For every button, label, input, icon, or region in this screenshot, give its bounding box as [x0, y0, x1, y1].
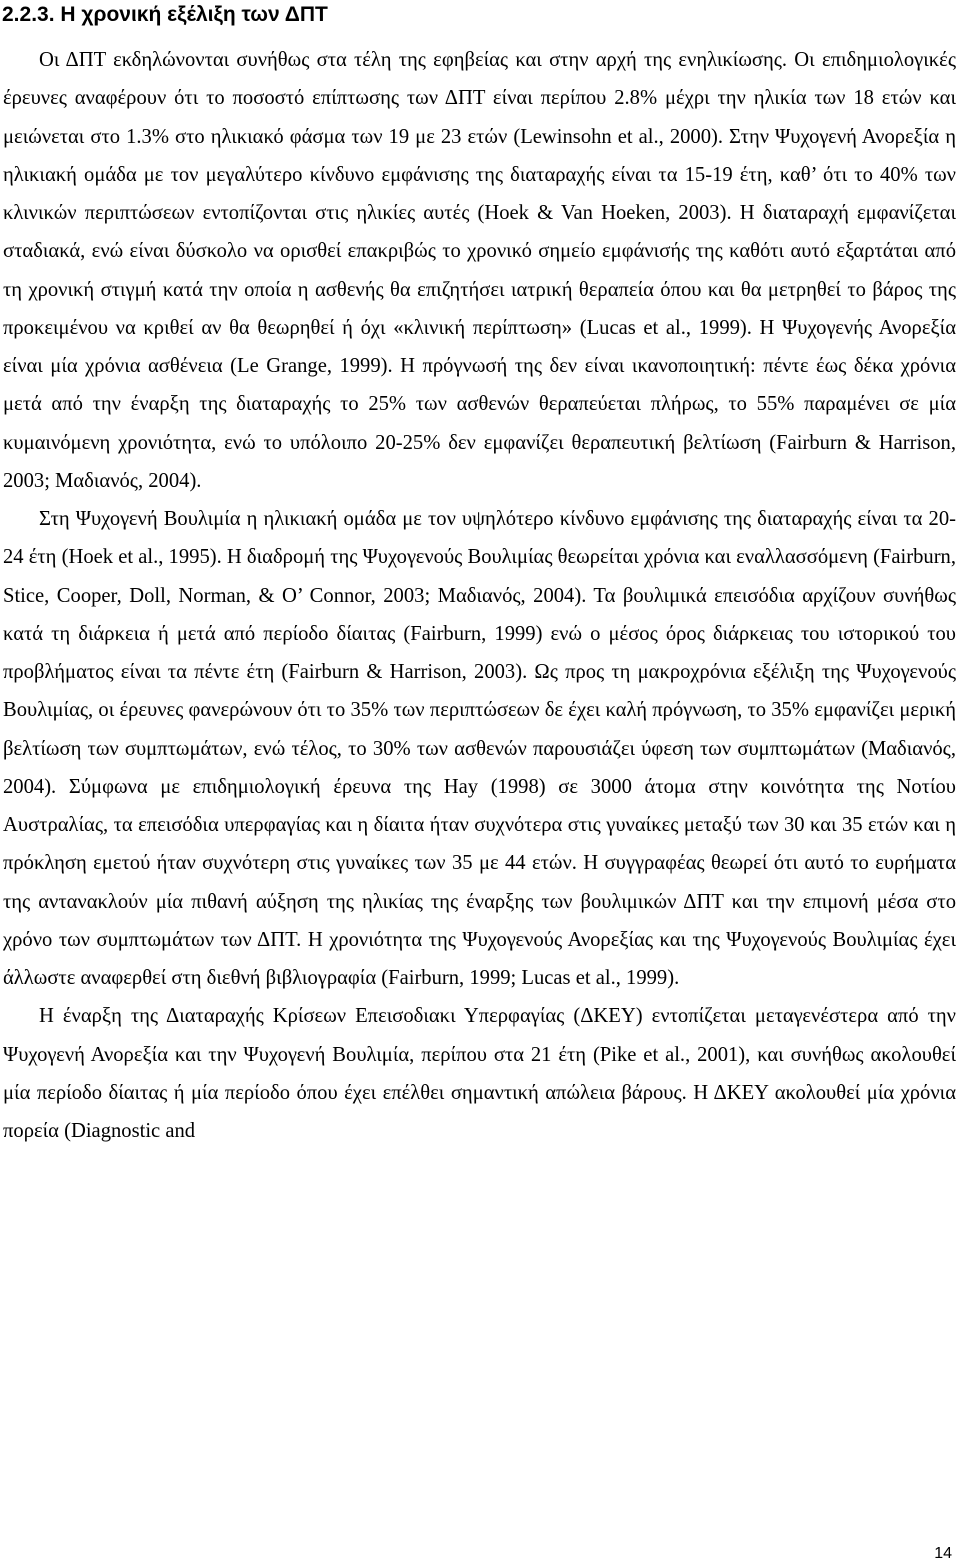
paragraph-2: Στη Ψυχογενή Βουλιμία η ηλικιακή ομάδα με τον υψηλότερο κίνδυνο εμφάνισης της διαταραχής είναι τα 20-24 έτη (Hoek et al., 1995). Η διαδρομή της Ψυχογενούς Βουλιμίας θεωρείται χρόνια και εναλλασσόμενη (Fairburn, Stice, Cooper, Doll, Norman, & O’ Connor, 2003; Μαδιανός, 2004). Τα βουλιμικά επεισόδια αρχίζουν συνήθως κατά τη διάρκεια ή μετά από περίοδο δίαιτας (Fairburn, 1999) ενώ ο μέσος όρος διάρκειας του ιστορικού του προβλήματος είναι τα πέντε έτη (Fairburn & Harrison, 2003). Ως προς τη μακροχρόνια εξέλιξη της Ψυχογενούς Βουλιμίας, οι έρευνες φανερώνουν ότι το 35% των περιπτώσεων δε έχει καλή πρόγνωση, το 35% εμφανίζει μερική βελτίωση των συμπτωμάτων, ενώ τέλος, το 30% των ασθενών παρουσιάζει ύφεση των συμπτωμάτων (Μαδιανός, 2004). Σύμφωνα με επιδημιολογική έρευνα της Hay (1998) σε 3000 άτομα στην κοινότητα της Νοτίου Αυστραλίας, τα επεισόδια υπερφαγίας και η δίαιτα ήταν συχνότερα στις γυναίκες μεταξύ των 30 και 35 ετών και η πρόκληση εμετού ήταν συχνότερη στις γυναίκες των 35 με 44 ετών. Η συγγραφέας θεωρεί ότι αυτό το ευρήματα της αντανακλούν μία πιθανή αύξηση της ηλικίας της έναρξης των βουλιμικών ΔΠΤ και την επιμονή μέσα στο χρόνο των συμπτωμάτων των ΔΠΤ. Η χρονιότητα της Ψυχογενούς Ανορεξίας και της Ψυχογενούς Βουλιμίας έχει άλλωστε αναφερθεί στη διεθνή βιβλιογραφία (Fairburn, 1999; Lucas et al., 1999).: [3, 508, 956, 989]
section-heading: 2.2.3. Η χρονική εξέλιξη των ΔΠΤ: [2, 3, 328, 26]
page-number: 14: [934, 1545, 952, 1562]
paragraph-3: Η έναρξη της Διαταραχής Κρίσεων Επεισοδιακι Υπερφαγίας (ΔΚΕΥ) εντοπίζεται μεταγενέστερα από την Ψυχογενή Ανορεξία και την Ψυχογενή Βουλιμία, περίπου στα 21 έτη (Pike et al., 2001), και συνήθως ακολουθεί μία περίοδο δίαιτας ή μία περίοδο όπου έχει επέλθει σημαντική απώλεια βάρους. Η ΔΚΕΥ ακολουθεί μία χρόνια πορεία (Diagnostic and: [3, 1005, 956, 1142]
body-text: [3, 41, 956, 1150]
paragraph-1: Οι ΔΠΤ εκδηλώνονται συνήθως στα τέλη της εφηβείας και στην αρχή της ενηλικίωσης. Οι επιδημιολογικές έρευνες αναφέρουν ότι το ποσοστό επίπτωσης των ΔΠΤ είναι περίπου 2.8% μέχρι την ηλικία των 18 ετών και μειώνεται στο 1.3% στο ηλικιακό φάσμα των 19 με 23 ετών (Lewinsohn et al., 2000). Στην Ψυχογενή Ανορεξία η ηλικιακή ομάδα με τον μεγαλύτερο κίνδυνο εμφάνισης της διαταραχής είναι τα 15-19 έτη, καθ’ ότι το 40% των κλινικών περιπτώσεων εντοπίζονται στις ηλικίες αυτές (Hoek & Van Hoeken, 2003). Η διαταραχή εμφανίζεται σταδιακά, ενώ είναι δύσκολο να ορισθεί επακριβώς το χρονικό σημείο εμφάνισής της καθότι αυτό εξαρτάται από τη χρονική στιγμή κατά την οποία η ασθενής θα επιζητήσει ιατρική θεραπεία όπου και θα μετρηθεί το βάρος της προκειμένου να κριθεί αν θα θεωρηθεί ή όχι «κλινική περίπτωση» (Lucas et al., 1999). Η Ψυχογενής Ανορεξία είναι μία χρόνια ασθένεια (Le Grange, 1999). Η πρόγνωσή της δεν είναι ικανοποιητική: πέντε έως δέκα χρόνια μετά από την έναρξη της διαταραχής το 25% των ασθενών θεραπεύεται πλήρως, το 55% παραμένει σε μία κυμαινόμενη χρονιότητα, ενώ το υπόλοιπο 20-25% δεν εμφανίζει θεραπευτική βελτίωση (Fairburn & Harrison, 2003; Μαδιανός, 2004).: [3, 49, 956, 492]
